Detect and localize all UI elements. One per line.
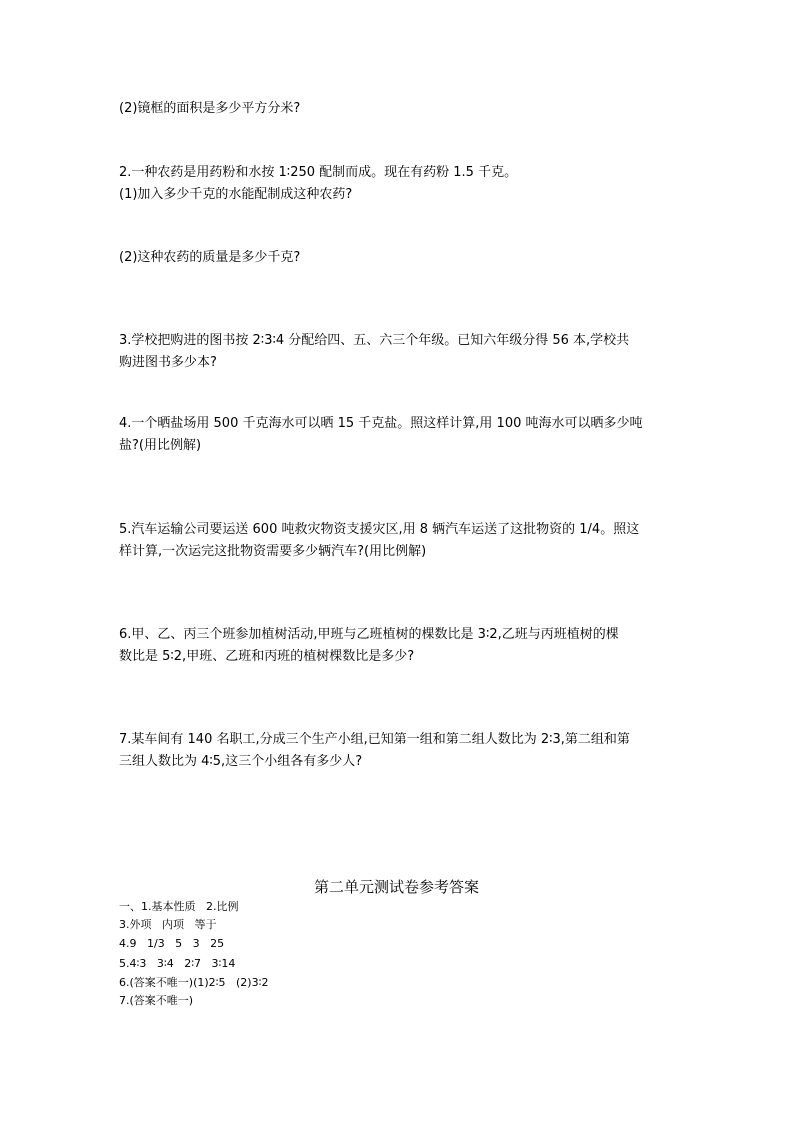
question-4-line-1: 4.一个晒盐场用 500 千克海水可以晒 15 千克盐。照这样计算,用 100 吨海水可以晒多少吨 xyxy=(119,416,643,431)
answer-line-3: 3.外项 内项 等于 xyxy=(119,918,217,931)
answer-line-7: 7.(答案不唯一) xyxy=(119,994,194,1007)
question-4-line-2: 盐?(用比例解) xyxy=(119,438,202,453)
question-6-line-2: 数比是 5∶2,甲班、乙班和丙班的植树棵数比是多少? xyxy=(119,649,415,664)
answer-section-title: 第二单元测试卷参考答案 xyxy=(313,878,479,896)
question-3-line-1: 3.学校把购进的图书按 2∶3∶4 分配给四、五、六三个年级。已知六年级分得 56 本,学校共 xyxy=(119,333,630,348)
answer-line-1: 一、1.基本性质 2.比例 xyxy=(119,900,239,913)
answer-line-5: 5.4∶3 3∶4 2∶7 3∶14 xyxy=(119,957,236,970)
question-5-line-1: 5.汽车运输公司要运送 600 吨救灾物资支援灾区,用 8 辆汽车运送了这批物资的 1/4。照这 xyxy=(119,522,640,537)
question-6-line-1: 6.甲、乙、丙三个班参加植树活动,甲班与乙班植树的棵数比是 3∶2,乙班与丙班植树的棵 xyxy=(119,627,619,642)
question-2-text: 2.一种农药是用药粉和水按 1∶250 配制而成。现在有药粉 1.5 千克。 xyxy=(119,165,518,180)
question-5-line-2: 样计算,一次运完这批物资需要多少辆汽车?(用比例解) xyxy=(119,544,427,559)
question-2-part-1: (1)加入多少千克的水能配制成这种农药? xyxy=(119,187,353,202)
answer-line-4: 4.9 1/3 5 3 25 xyxy=(119,937,225,950)
question-3-line-2: 购进图书多少本? xyxy=(119,355,217,370)
question-7-line-2: 三组人数比为 4∶5,这三个小组各有多少人? xyxy=(119,754,363,769)
answer-line-6: 6.(答案不唯一)(1)2∶5 (2)3∶2 xyxy=(119,976,269,989)
question-2-part-2: (2)这种农药的质量是多少千克? xyxy=(119,250,301,265)
question-1-part-2: (2)镜框的面积是多少平方分米? xyxy=(119,101,301,116)
question-7-line-1: 7.某车间有 140 名职工,分成三个生产小组,已知第一组和第二组人数比为 2∶3,第二组和第 xyxy=(119,732,630,747)
